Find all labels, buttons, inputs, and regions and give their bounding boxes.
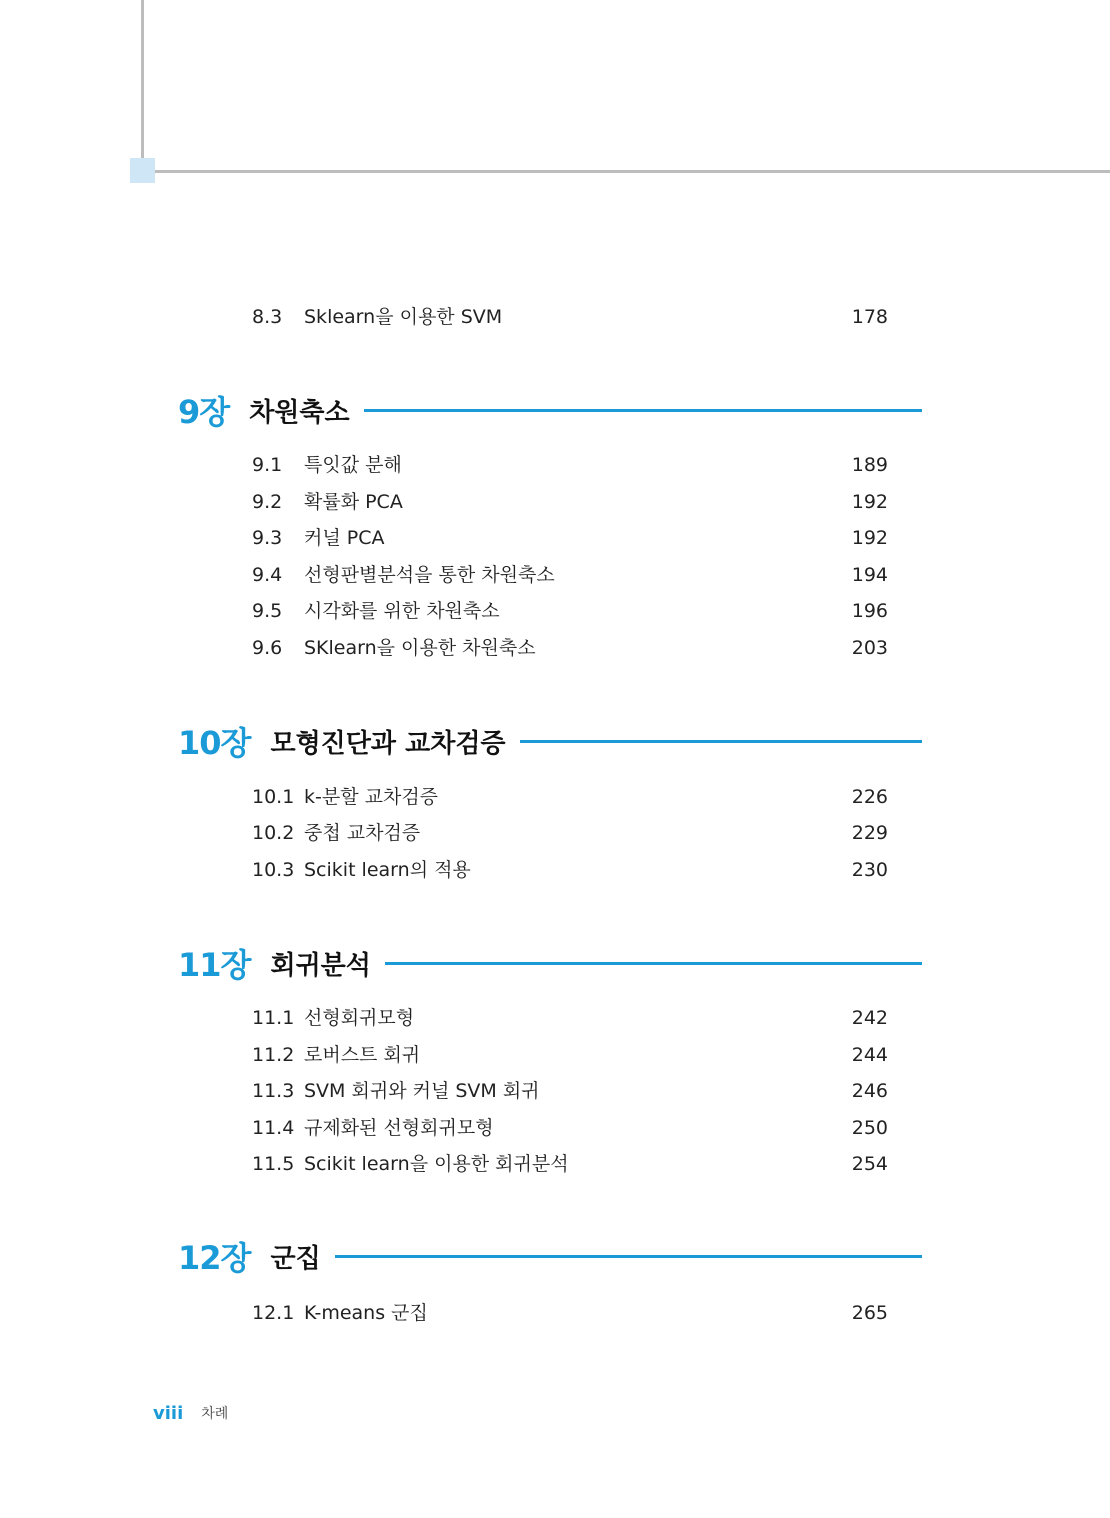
toc-entry[interactable] xyxy=(252,818,888,848)
entry-title: 특잇값 분해 xyxy=(304,454,402,476)
entry-number: 8.3 xyxy=(252,306,283,328)
entry-page: 229 xyxy=(851,822,888,844)
page-footer xyxy=(153,1400,228,1426)
entry-title: 시각화를 위한 차원축소 xyxy=(304,600,500,622)
toc-entry[interactable] xyxy=(252,1040,888,1070)
chapter-rule xyxy=(520,740,922,743)
chapter-number: 10장 xyxy=(178,724,251,762)
chapter-heading-9[interactable] xyxy=(178,388,922,432)
entry-title: Scikit learn의 적용 xyxy=(304,859,471,881)
entry-page: 242 xyxy=(851,1007,888,1029)
entry-number: 12.1 xyxy=(252,1302,295,1324)
chapter-number: 12장 xyxy=(178,1239,251,1277)
chapter-number: 11장 xyxy=(178,946,251,984)
entry-title: 커널 PCA xyxy=(304,527,385,549)
entry-title: k-분할 교차검증 xyxy=(304,786,439,808)
entry-page: 230 xyxy=(851,859,888,881)
entry-title: 선형판별분석을 통한 차원축소 xyxy=(304,564,555,586)
entry-page: 194 xyxy=(851,564,888,586)
entry-title: 로버스트 회귀 xyxy=(304,1044,421,1066)
entry-page: 178 xyxy=(851,306,888,328)
entry-title: Scikit learn을 이용한 회귀분석 xyxy=(304,1153,569,1175)
entry-title: K-means 군집 xyxy=(304,1302,428,1324)
chapter-heading-11[interactable] xyxy=(178,941,922,985)
entry-number: 9.1 xyxy=(252,454,283,476)
entry-page: 226 xyxy=(851,786,888,808)
entry-title: SVM 회귀와 커널 SVM 회귀 xyxy=(304,1080,540,1102)
frame-corner-square xyxy=(130,158,155,183)
entry-number: 9.4 xyxy=(252,564,283,586)
toc-entry[interactable] xyxy=(252,1149,888,1179)
toc-entry[interactable] xyxy=(252,1003,888,1033)
entry-page: 246 xyxy=(851,1080,888,1102)
entry-title: Sklearn을 이용한 SVM xyxy=(304,306,503,328)
entry-number: 9.3 xyxy=(252,527,283,549)
toc-entry[interactable] xyxy=(252,560,888,590)
entry-number: 11.5 xyxy=(252,1153,295,1175)
chapter-rule xyxy=(335,1255,922,1258)
entry-number: 11.1 xyxy=(252,1007,295,1029)
chapter-title: 회귀분석 xyxy=(270,950,371,981)
footer-page-number: viii xyxy=(153,1402,184,1424)
chapter-title: 모형진단과 교차검증 xyxy=(270,728,506,759)
entry-number: 11.4 xyxy=(252,1117,295,1139)
entry-title: 선형회귀모형 xyxy=(304,1007,415,1029)
entry-title: 규제화된 선형회귀모형 xyxy=(304,1117,494,1139)
entry-page: 189 xyxy=(851,454,888,476)
entry-number: 9.2 xyxy=(252,491,283,513)
chapter-heading-12[interactable] xyxy=(178,1234,922,1278)
entry-page: 196 xyxy=(851,600,888,622)
entry-title: SKlearn을 이용한 차원축소 xyxy=(304,637,536,659)
entry-number: 10.2 xyxy=(252,822,295,844)
entry-number: 9.6 xyxy=(252,637,283,659)
toc-entry[interactable] xyxy=(252,1076,888,1106)
chapter-heading-10[interactable] xyxy=(178,719,922,763)
entry-page: 192 xyxy=(851,527,888,549)
entry-page: 254 xyxy=(851,1153,888,1175)
entry-title: 확률화 PCA xyxy=(304,491,403,513)
chapter-title: 차원축소 xyxy=(249,397,350,428)
toc-entry[interactable] xyxy=(252,596,888,626)
entry-number: 10.3 xyxy=(252,859,295,881)
toc-entry[interactable] xyxy=(252,487,888,517)
entry-page: 250 xyxy=(851,1117,888,1139)
entry-page: 203 xyxy=(851,637,888,659)
chapter-title: 군집 xyxy=(270,1243,321,1274)
entry-number: 10.1 xyxy=(252,786,295,808)
toc-entry[interactable] xyxy=(252,782,888,812)
toc-entry[interactable] xyxy=(252,450,888,480)
frame-vertical-line xyxy=(141,0,144,172)
toc-entry[interactable] xyxy=(252,1113,888,1143)
toc-entry[interactable] xyxy=(252,523,888,553)
footer-label: 차례 xyxy=(201,1406,229,1422)
entry-number: 11.3 xyxy=(252,1080,295,1102)
entry-page: 192 xyxy=(851,491,888,513)
toc-entry[interactable] xyxy=(252,633,888,663)
toc-entry[interactable] xyxy=(252,302,888,332)
chapter-number: 9장 xyxy=(178,393,230,431)
toc-entry[interactable] xyxy=(252,855,888,885)
chapter-rule xyxy=(385,962,922,965)
frame-horizontal-line xyxy=(141,170,1110,173)
entry-title: 중첩 교차검증 xyxy=(304,822,421,844)
entry-number: 11.2 xyxy=(252,1044,295,1066)
entry-page: 244 xyxy=(851,1044,888,1066)
entry-number: 9.5 xyxy=(252,600,283,622)
chapter-rule xyxy=(364,409,922,412)
toc-entry[interactable] xyxy=(252,1298,888,1328)
entry-page: 265 xyxy=(851,1302,888,1324)
